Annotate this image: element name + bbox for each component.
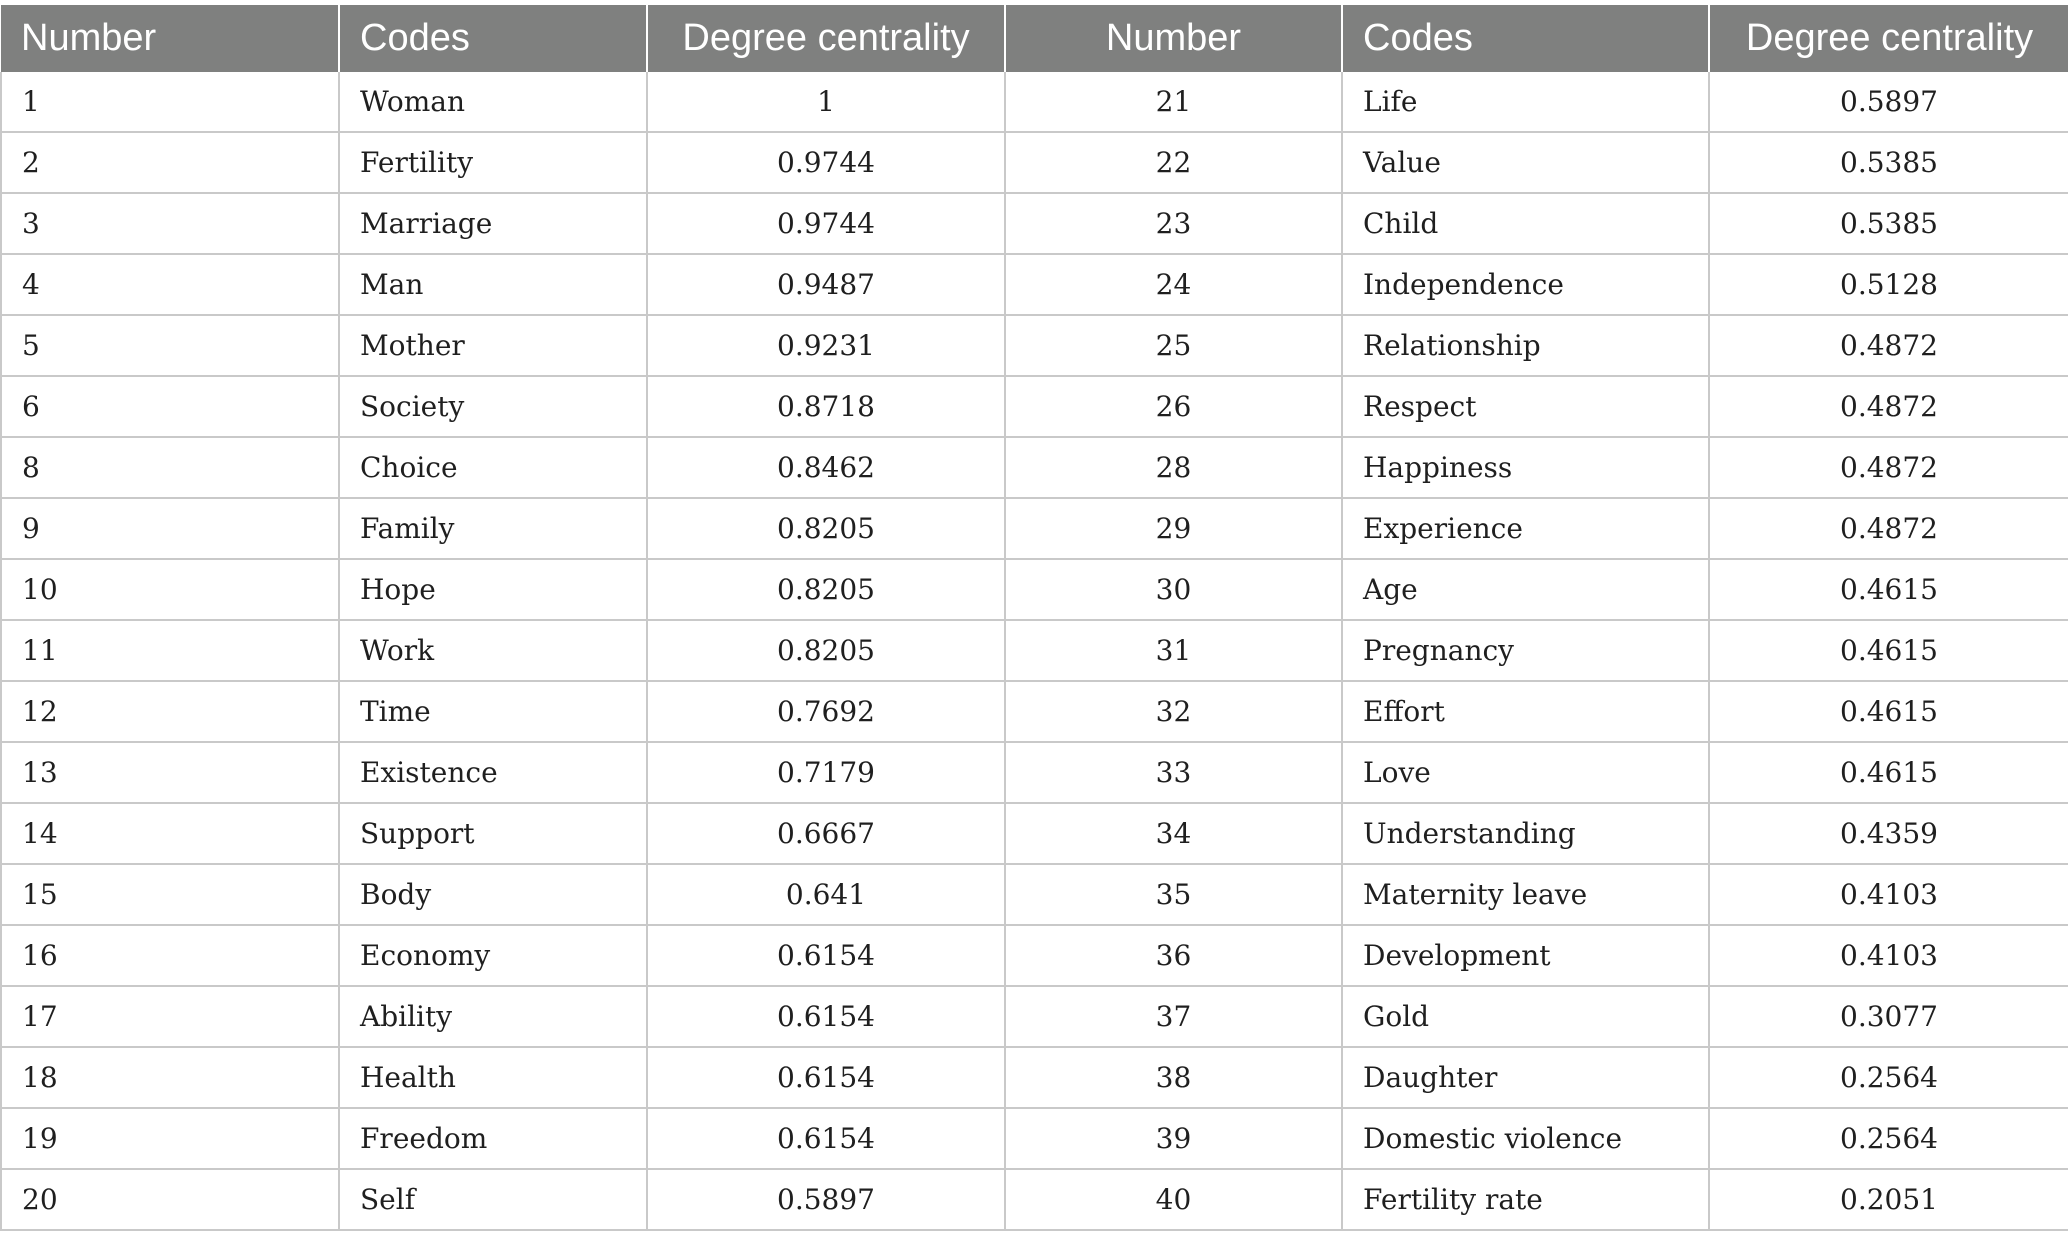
cell-number: 25 [1005, 315, 1342, 376]
cell-number: 17 [1, 986, 339, 1047]
cell-number: 13 [1, 742, 339, 803]
cell-number: 32 [1005, 681, 1342, 742]
cell-degree-centrality: 0.4872 [1709, 498, 2068, 559]
cell-degree-centrality: 0.6154 [647, 925, 1005, 986]
cell-degree-centrality: 0.6154 [647, 1108, 1005, 1169]
cell-degree-centrality: 0.3077 [1709, 986, 2068, 1047]
cell-code: Time [339, 681, 647, 742]
cell-code: Self [339, 1169, 647, 1230]
table-row [1, 681, 2068, 742]
cell-number: 3 [1, 193, 339, 254]
cell-number: 2 [1, 132, 339, 193]
cell-code: Relationship [1342, 315, 1709, 376]
cell-degree-centrality: 0.4872 [1709, 315, 2068, 376]
cell-degree-centrality: 0.7179 [647, 742, 1005, 803]
header-row [1, 5, 2068, 72]
table-row [1, 620, 2068, 681]
cell-number: 22 [1005, 132, 1342, 193]
cell-code: Pregnancy [1342, 620, 1709, 681]
cell-degree-centrality: 0.7692 [647, 681, 1005, 742]
cell-degree-centrality: 0.2564 [1709, 1047, 2068, 1108]
table-row [1, 864, 2068, 925]
cell-degree-centrality: 0.4359 [1709, 803, 2068, 864]
cell-code: Woman [339, 72, 647, 132]
table-row [1, 72, 2068, 132]
cell-degree-centrality: 0.4615 [1709, 620, 2068, 681]
cell-code: Work [339, 620, 647, 681]
cell-degree-centrality: 0.8718 [647, 376, 1005, 437]
header-number-left: Number [1, 5, 339, 72]
cell-code: Choice [339, 437, 647, 498]
cell-number: 33 [1005, 742, 1342, 803]
cell-number: 16 [1, 925, 339, 986]
cell-number: 28 [1005, 437, 1342, 498]
cell-code: Child [1342, 193, 1709, 254]
cell-degree-centrality: 0.6154 [647, 986, 1005, 1047]
cell-degree-centrality: 0.8205 [647, 498, 1005, 559]
cell-degree-centrality: 0.5897 [1709, 72, 2068, 132]
cell-degree-centrality: 0.5128 [1709, 254, 2068, 315]
cell-number: 26 [1005, 376, 1342, 437]
cell-degree-centrality: 0.4103 [1709, 925, 2068, 986]
cell-number: 19 [1, 1108, 339, 1169]
cell-code: Family [339, 498, 647, 559]
cell-number: 9 [1, 498, 339, 559]
cell-degree-centrality: 0.9744 [647, 193, 1005, 254]
cell-code: Experience [1342, 498, 1709, 559]
cell-degree-centrality: 0.4615 [1709, 742, 2068, 803]
cell-degree-centrality: 0.6667 [647, 803, 1005, 864]
cell-code: Understanding [1342, 803, 1709, 864]
table-row [1, 437, 2068, 498]
cell-number: 1 [1, 72, 339, 132]
cell-degree-centrality: 0.2564 [1709, 1108, 2068, 1169]
cell-code: Life [1342, 72, 1709, 132]
cell-code: Marriage [339, 193, 647, 254]
cell-code: Respect [1342, 376, 1709, 437]
cell-number: 37 [1005, 986, 1342, 1047]
cell-number: 34 [1005, 803, 1342, 864]
cell-code: Society [339, 376, 647, 437]
cell-number: 24 [1005, 254, 1342, 315]
table-body [1, 72, 2068, 1230]
cell-code: Maternity leave [1342, 864, 1709, 925]
cell-code: Happiness [1342, 437, 1709, 498]
cell-degree-centrality: 0.5897 [647, 1169, 1005, 1230]
cell-degree-centrality: 0.4615 [1709, 681, 2068, 742]
cell-degree-centrality: 0.4872 [1709, 437, 2068, 498]
cell-code: Hope [339, 559, 647, 620]
header-number-right: Number [1005, 5, 1342, 72]
cell-code: Independence [1342, 254, 1709, 315]
header-degree-centrality-left: Degree centrality [647, 5, 1005, 72]
header-codes-right: Codes [1342, 5, 1709, 72]
cell-degree-centrality: 0.9487 [647, 254, 1005, 315]
cell-number: 30 [1005, 559, 1342, 620]
cell-number: 39 [1005, 1108, 1342, 1169]
cell-code: Development [1342, 925, 1709, 986]
cell-degree-centrality: 0.8205 [647, 620, 1005, 681]
cell-degree-centrality: 0.5385 [1709, 193, 2068, 254]
cell-code: Support [339, 803, 647, 864]
cell-number: 6 [1, 376, 339, 437]
table-row [1, 315, 2068, 376]
cell-code: Value [1342, 132, 1709, 193]
cell-code: Health [339, 1047, 647, 1108]
cell-number: 23 [1005, 193, 1342, 254]
cell-number: 5 [1, 315, 339, 376]
degree-centrality-table [0, 5, 2068, 1231]
cell-number: 12 [1, 681, 339, 742]
cell-number: 8 [1, 437, 339, 498]
cell-code: Age [1342, 559, 1709, 620]
cell-code: Mother [339, 315, 647, 376]
cell-number: 21 [1005, 72, 1342, 132]
table-header [1, 5, 2068, 72]
header-degree-centrality-right: Degree centrality [1709, 5, 2068, 72]
table-row [1, 193, 2068, 254]
cell-number: 20 [1, 1169, 339, 1230]
cell-code: Domestic violence [1342, 1108, 1709, 1169]
cell-degree-centrality: 0.8462 [647, 437, 1005, 498]
cell-degree-centrality: 0.4103 [1709, 864, 2068, 925]
cell-number: 35 [1005, 864, 1342, 925]
cell-code: Economy [339, 925, 647, 986]
cell-degree-centrality: 0.8205 [647, 559, 1005, 620]
cell-degree-centrality: 0.641 [647, 864, 1005, 925]
cell-number: 38 [1005, 1047, 1342, 1108]
table-row [1, 1169, 2068, 1230]
cell-code: Ability [339, 986, 647, 1047]
cell-code: Body [339, 864, 647, 925]
table-row [1, 254, 2068, 315]
cell-degree-centrality: 0.9231 [647, 315, 1005, 376]
cell-number: 31 [1005, 620, 1342, 681]
cell-degree-centrality: 1 [647, 72, 1005, 132]
table-row [1, 376, 2068, 437]
cell-code: Effort [1342, 681, 1709, 742]
cell-number: 18 [1, 1047, 339, 1108]
cell-number: 11 [1, 620, 339, 681]
cell-code: Love [1342, 742, 1709, 803]
cell-number: 40 [1005, 1169, 1342, 1230]
table-row [1, 925, 2068, 986]
cell-number: 15 [1, 864, 339, 925]
cell-number: 36 [1005, 925, 1342, 986]
cell-degree-centrality: 0.6154 [647, 1047, 1005, 1108]
cell-number: 29 [1005, 498, 1342, 559]
cell-number: 10 [1, 559, 339, 620]
cell-degree-centrality: 0.9744 [647, 132, 1005, 193]
cell-code: Fertility rate [1342, 1169, 1709, 1230]
table-row [1, 1108, 2068, 1169]
table-row [1, 742, 2068, 803]
cell-number: 14 [1, 803, 339, 864]
cell-number: 4 [1, 254, 339, 315]
table-row [1, 803, 2068, 864]
cell-code: Existence [339, 742, 647, 803]
cell-code: Man [339, 254, 647, 315]
table-row [1, 1047, 2068, 1108]
cell-code: Freedom [339, 1108, 647, 1169]
table-row [1, 986, 2068, 1047]
cell-degree-centrality: 0.5385 [1709, 132, 2068, 193]
table-row [1, 132, 2068, 193]
table-row [1, 498, 2068, 559]
cell-code: Fertility [339, 132, 647, 193]
cell-code: Daughter [1342, 1047, 1709, 1108]
cell-degree-centrality: 0.4615 [1709, 559, 2068, 620]
cell-degree-centrality: 0.4872 [1709, 376, 2068, 437]
cell-code: Gold [1342, 986, 1709, 1047]
header-codes-left: Codes [339, 5, 647, 72]
table-row [1, 559, 2068, 620]
cell-degree-centrality: 0.2051 [1709, 1169, 2068, 1230]
